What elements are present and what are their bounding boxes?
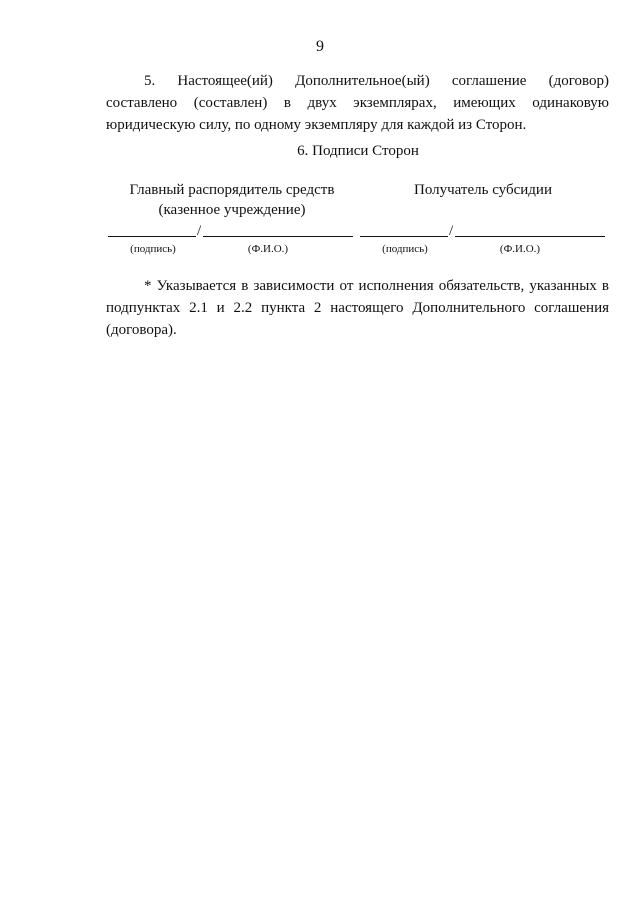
- footnote: * Указывается в зависимости от исполнения обязательств, указанных в подпунктах 2.1 и 2.2 пункта 2 настоящего Дополнительного соглашения (договора).: [106, 278, 609, 338]
- party-right-title: [358, 180, 608, 200]
- left-signature-slash: /: [197, 223, 202, 239]
- right-signature-line: [360, 236, 448, 237]
- left-signature-caption: (подпись): [130, 243, 176, 255]
- left-signature-line: [108, 236, 196, 237]
- party-left-title-line1: Главный распорядитель средств: [129, 182, 335, 198]
- left-name-caption: (Ф.И.О.): [247, 243, 289, 255]
- right-name-line: [455, 236, 605, 237]
- party-right-title-line1: Получатель субсидии: [414, 182, 552, 198]
- party-left-title: [106, 180, 358, 220]
- right-name-caption: (Ф.И.О.): [499, 243, 541, 255]
- paragraph-5: 5. Настоящее(ий) Дополнительное(ый) соглашение (договор) составлено (составлен) в двух экземплярах, имеющих одинаковую юридическую силу, по одному экземпляру для каждой из Сторон.: [106, 73, 609, 133]
- section-6-title: 6. Подписи Сторон: [297, 143, 419, 159]
- page-number: 9: [316, 38, 324, 55]
- party-left-title-line2: (казенное учреждение): [158, 202, 306, 218]
- right-signature-slash: /: [449, 223, 454, 239]
- right-signature-caption: (подпись): [382, 243, 428, 255]
- left-name-line: [203, 236, 353, 237]
